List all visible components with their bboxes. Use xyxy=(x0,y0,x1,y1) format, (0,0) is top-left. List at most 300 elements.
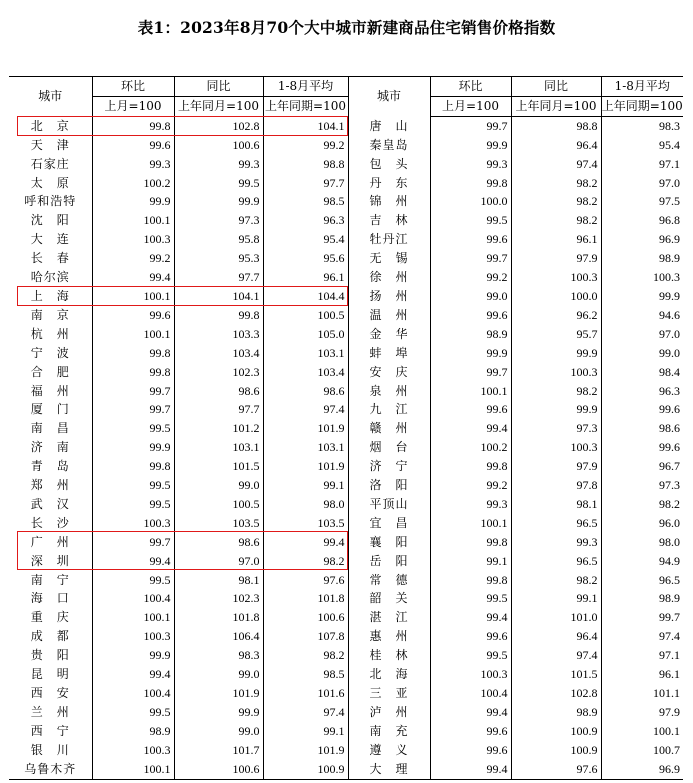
yoy-cell: 103.3 xyxy=(174,325,263,344)
yoy-cell: 97.8 xyxy=(511,476,601,495)
avg-cell: 98.9 xyxy=(659,591,680,606)
table-row xyxy=(9,665,683,684)
avg-cell: 101.1 xyxy=(653,686,680,700)
mom-cell: 99.1 xyxy=(430,552,511,571)
table-row xyxy=(9,211,683,230)
yoy-cell: 95.7 xyxy=(511,325,601,344)
yoy-cell: 101.2 xyxy=(174,419,263,438)
city-cell: 常 德 xyxy=(348,571,430,590)
city-cell: 长 沙 xyxy=(9,514,92,533)
mom-cell: 99.8 xyxy=(430,533,511,552)
avg-cell: 98.6 xyxy=(263,382,348,401)
table-row xyxy=(9,760,683,779)
avg-cell: 103.4 xyxy=(263,363,348,382)
yoy-cell: 98.2 xyxy=(511,382,601,401)
avg-cell: 97.1 xyxy=(659,648,680,663)
mom-cell: 100.0 xyxy=(430,192,511,211)
avg-cell: 101.9 xyxy=(263,457,348,476)
city-cell: 合 肥 xyxy=(9,363,92,382)
avg-cell: 103.1 xyxy=(263,438,348,457)
city-cell: 贵 阳 xyxy=(9,646,92,665)
mom-cell: 99.5 xyxy=(430,589,511,608)
city-cell: 重 庆 xyxy=(9,608,92,627)
city-cell: 襄 阳 xyxy=(348,533,430,552)
avg-cell: 99.0 xyxy=(659,345,680,360)
mom-cell: 99.4 xyxy=(430,419,511,438)
avg-cell: 99.9 xyxy=(659,288,680,303)
yoy-cell: 97.3 xyxy=(511,419,601,438)
yoy-base-left: 上年同月=100 xyxy=(174,96,263,116)
avg-cell: 96.3 xyxy=(659,383,680,398)
city-cell: 郑 州 xyxy=(9,476,92,495)
mom-cell: 99.5 xyxy=(430,211,511,230)
mom-cell: 99.2 xyxy=(430,268,511,287)
mom-cell: 100.2 xyxy=(92,174,174,193)
table-row xyxy=(9,703,683,722)
yoy-cell: 98.3 xyxy=(174,646,263,665)
city-cell: 沈 阳 xyxy=(9,211,92,230)
yoy-cell: 99.9 xyxy=(511,400,601,419)
table-row xyxy=(9,495,683,514)
mom-header-left: 环比 xyxy=(92,77,174,97)
yoy-cell: 103.4 xyxy=(174,344,263,363)
mom-cell: 100.1 xyxy=(92,608,174,627)
yoy-cell: 98.8 xyxy=(511,116,601,135)
city-cell: 西 宁 xyxy=(9,722,92,741)
mom-cell: 100.3 xyxy=(92,627,174,646)
avg-cell: 98.2 xyxy=(263,646,348,665)
city-cell: 秦皇岛 xyxy=(348,136,430,155)
table-row xyxy=(9,589,683,608)
mom-base-left: 上月=100 xyxy=(92,96,174,116)
avg-cell: 98.3 xyxy=(659,118,680,133)
city-cell: 广 州 xyxy=(9,533,92,552)
avg-cell: 101.9 xyxy=(263,741,348,760)
mom-cell: 100.3 xyxy=(92,230,174,249)
mom-cell: 98.9 xyxy=(430,325,511,344)
table-row xyxy=(9,722,683,741)
yoy-cell: 95.3 xyxy=(174,249,263,268)
city-cell: 青 岛 xyxy=(9,457,92,476)
mom-cell: 100.1 xyxy=(92,325,174,344)
yoy-base-right: 上年同月=100 xyxy=(511,96,601,116)
yoy-cell: 99.5 xyxy=(174,174,263,193)
avg-header-left: 1-8月平均 xyxy=(263,77,348,97)
city-cell: 牡丹江 xyxy=(348,230,430,249)
table-row xyxy=(9,438,683,457)
yoy-cell: 99.3 xyxy=(174,155,263,174)
mom-cell: 99.8 xyxy=(92,457,174,476)
mom-cell: 100.1 xyxy=(92,760,174,779)
table-row xyxy=(9,155,683,174)
mom-cell: 100.3 xyxy=(92,514,174,533)
table-row xyxy=(9,116,683,135)
yoy-cell: 96.2 xyxy=(511,306,601,325)
avg-cell: 96.5 xyxy=(659,572,680,587)
avg-cell: 96.9 xyxy=(659,232,680,247)
mom-cell: 99.6 xyxy=(430,722,511,741)
yoy-cell: 98.1 xyxy=(174,571,263,590)
avg-cell: 101.9 xyxy=(263,419,348,438)
table-row xyxy=(9,249,683,268)
yoy-cell: 101.7 xyxy=(174,741,263,760)
mom-cell: 99.7 xyxy=(92,533,174,552)
avg-cell: 97.0 xyxy=(659,326,680,341)
mom-cell: 99.8 xyxy=(430,174,511,193)
yoy-cell: 99.3 xyxy=(511,533,601,552)
yoy-cell: 100.3 xyxy=(511,438,601,457)
avg-cell: 104.4 xyxy=(263,287,348,306)
city-cell: 南 京 xyxy=(9,306,92,325)
mom-cell: 100.4 xyxy=(92,684,174,703)
table-row xyxy=(9,476,683,495)
yoy-cell: 97.0 xyxy=(174,552,263,571)
yoy-cell: 99.9 xyxy=(174,192,263,211)
table-row xyxy=(9,174,683,193)
mom-cell: 99.4 xyxy=(92,665,174,684)
page-title: 表1：2023年8月70个大中城市新建商品住宅销售价格指数 xyxy=(137,18,556,37)
mom-cell: 100.1 xyxy=(430,382,511,401)
avg-cell: 100.1 xyxy=(653,723,680,738)
avg-cell: 100.9 xyxy=(263,760,348,779)
city-cell: 大 连 xyxy=(9,230,92,249)
table-body xyxy=(9,116,683,779)
mom-cell: 100.4 xyxy=(430,684,511,703)
yoy-cell: 98.2 xyxy=(511,174,601,193)
avg-cell: 97.0 xyxy=(659,175,680,190)
yoy-cell: 97.6 xyxy=(511,760,601,779)
yoy-cell: 96.4 xyxy=(511,627,601,646)
avg-cell: 98.8 xyxy=(263,155,348,174)
header-row-2 xyxy=(9,96,683,116)
city-cell: 九 江 xyxy=(348,400,430,419)
avg-cell: 97.3 xyxy=(659,478,680,493)
mom-cell: 99.6 xyxy=(92,136,174,155)
mom-cell: 99.9 xyxy=(430,136,511,155)
yoy-header-left: 同比 xyxy=(174,77,263,97)
avg-cell: 97.9 xyxy=(659,704,680,719)
avg-cell: 98.0 xyxy=(263,495,348,514)
avg-cell: 96.8 xyxy=(659,213,680,228)
table-row xyxy=(9,268,683,287)
city-cell: 长 春 xyxy=(9,249,92,268)
table-row xyxy=(9,646,683,665)
yoy-cell: 97.9 xyxy=(511,249,601,268)
yoy-cell: 98.6 xyxy=(174,533,263,552)
mom-cell: 99.2 xyxy=(92,249,174,268)
yoy-cell: 99.9 xyxy=(511,344,601,363)
city-cell: 昆 明 xyxy=(9,665,92,684)
mom-cell: 99.4 xyxy=(430,703,511,722)
table-row xyxy=(9,571,683,590)
avg-cell: 99.2 xyxy=(263,136,348,155)
table-row xyxy=(9,230,683,249)
city-cell: 徐 州 xyxy=(348,268,430,287)
city-cell: 温 州 xyxy=(348,306,430,325)
yoy-cell: 99.9 xyxy=(174,703,263,722)
table-row xyxy=(9,552,683,571)
mom-cell: 99.6 xyxy=(430,230,511,249)
avg-cell: 99.6 xyxy=(659,402,680,417)
yoy-cell: 98.6 xyxy=(174,382,263,401)
city-cell: 太 原 xyxy=(9,174,92,193)
yoy-cell: 97.7 xyxy=(174,268,263,287)
avg-cell: 100.5 xyxy=(263,306,348,325)
yoy-cell: 98.9 xyxy=(511,703,601,722)
yoy-header-right: 同比 xyxy=(511,77,601,97)
avg-cell: 98.5 xyxy=(263,192,348,211)
mom-cell: 99.6 xyxy=(430,400,511,419)
city-cell: 惠 州 xyxy=(348,627,430,646)
yoy-cell: 96.5 xyxy=(511,552,601,571)
table-row xyxy=(9,514,683,533)
city-cell: 唐 山 xyxy=(348,116,430,135)
yoy-cell: 104.1 xyxy=(174,287,263,306)
avg-cell: 99.7 xyxy=(659,610,680,625)
table-row xyxy=(9,192,683,211)
city-cell: 锦 州 xyxy=(348,192,430,211)
yoy-cell: 101.8 xyxy=(174,608,263,627)
avg-cell: 98.2 xyxy=(263,552,348,571)
yoy-cell: 101.5 xyxy=(174,457,263,476)
yoy-cell: 98.2 xyxy=(511,211,601,230)
city-cell: 蚌 埠 xyxy=(348,344,430,363)
avg-cell: 98.6 xyxy=(659,421,680,436)
mom-cell: 99.3 xyxy=(430,495,511,514)
avg-cell: 96.1 xyxy=(263,268,348,287)
table-row xyxy=(9,344,683,363)
city-cell: 南 昌 xyxy=(9,419,92,438)
city-cell: 石家庄 xyxy=(9,155,92,174)
mom-cell: 99.5 xyxy=(430,646,511,665)
yoy-cell: 100.6 xyxy=(174,136,263,155)
table-row xyxy=(9,684,683,703)
yoy-cell: 97.4 xyxy=(511,155,601,174)
city-cell: 兰 州 xyxy=(9,703,92,722)
mom-cell: 99.3 xyxy=(430,155,511,174)
mom-cell: 99.7 xyxy=(430,116,511,135)
avg-cell: 97.6 xyxy=(263,571,348,590)
mom-cell: 99.5 xyxy=(92,419,174,438)
mom-cell: 99.7 xyxy=(92,400,174,419)
avg-cell: 99.1 xyxy=(263,722,348,741)
city-cell: 岳 阳 xyxy=(348,552,430,571)
yoy-cell: 101.5 xyxy=(511,665,601,684)
city-cell: 西 安 xyxy=(9,684,92,703)
mom-cell: 99.6 xyxy=(430,627,511,646)
city-cell: 成 都 xyxy=(9,627,92,646)
avg-cell: 101.6 xyxy=(263,684,348,703)
yoy-cell: 100.9 xyxy=(511,722,601,741)
yoy-cell: 97.7 xyxy=(174,400,263,419)
city-cell: 大 理 xyxy=(348,760,430,779)
avg-cell: 97.1 xyxy=(659,156,680,171)
avg-base-left: 上年同期=100 xyxy=(263,96,348,116)
city-cell: 包 头 xyxy=(348,155,430,174)
mom-cell: 99.5 xyxy=(92,495,174,514)
mom-cell: 99.8 xyxy=(92,116,174,135)
city-cell: 韶 关 xyxy=(348,589,430,608)
yoy-cell: 100.3 xyxy=(511,363,601,382)
yoy-cell: 103.1 xyxy=(174,438,263,457)
mom-cell: 100.3 xyxy=(92,741,174,760)
city-cell: 三 亚 xyxy=(348,684,430,703)
city-cell: 济 宁 xyxy=(348,457,430,476)
avg-cell: 94.9 xyxy=(659,553,680,568)
mom-cell: 99.7 xyxy=(92,382,174,401)
avg-cell: 97.5 xyxy=(659,194,680,209)
city-cell: 洛 阳 xyxy=(348,476,430,495)
mom-cell: 99.9 xyxy=(430,344,511,363)
yoy-cell: 97.3 xyxy=(174,211,263,230)
yoy-cell: 99.1 xyxy=(511,589,601,608)
mom-cell: 99.5 xyxy=(92,703,174,722)
city-cell: 海 口 xyxy=(9,589,92,608)
city-cell: 金 华 xyxy=(348,325,430,344)
city-cell: 桂 林 xyxy=(348,646,430,665)
mom-cell: 99.9 xyxy=(92,192,174,211)
mom-cell: 99.9 xyxy=(92,646,174,665)
mom-cell: 99.7 xyxy=(430,363,511,382)
city-cell: 无 锡 xyxy=(348,249,430,268)
yoy-cell: 97.9 xyxy=(511,457,601,476)
city-cell: 呼和浩特 xyxy=(9,192,92,211)
city-cell: 烟 台 xyxy=(348,438,430,457)
yoy-cell: 101.0 xyxy=(511,608,601,627)
yoy-cell: 99.8 xyxy=(174,306,263,325)
mom-cell: 99.6 xyxy=(92,306,174,325)
avg-cell: 95.4 xyxy=(263,230,348,249)
city-cell: 深 圳 xyxy=(9,552,92,571)
city-cell: 南 宁 xyxy=(9,571,92,590)
avg-cell: 101.8 xyxy=(263,589,348,608)
avg-cell: 96.9 xyxy=(601,760,683,779)
city-cell: 乌鲁木齐 xyxy=(9,760,92,779)
city-cell: 丹 东 xyxy=(348,174,430,193)
yoy-cell: 98.2 xyxy=(511,192,601,211)
city-cell: 扬 州 xyxy=(348,287,430,306)
avg-cell: 100.7 xyxy=(653,742,680,757)
yoy-cell: 99.0 xyxy=(174,476,263,495)
table-row xyxy=(9,627,683,646)
table-row xyxy=(9,382,683,401)
mom-cell: 99.8 xyxy=(92,344,174,363)
avg-cell: 96.3 xyxy=(263,211,348,230)
table-row xyxy=(9,306,683,325)
price-index-table xyxy=(9,76,683,780)
mom-cell: 99.4 xyxy=(92,552,174,571)
mom-cell: 99.9 xyxy=(92,438,174,457)
avg-cell: 95.4 xyxy=(659,137,680,152)
avg-cell: 95.6 xyxy=(263,249,348,268)
avg-cell: 97.4 xyxy=(263,703,348,722)
table-row xyxy=(9,136,683,155)
city-cell: 厦 门 xyxy=(9,400,92,419)
avg-cell: 97.7 xyxy=(263,174,348,193)
avg-cell: 99.6 xyxy=(659,440,680,455)
city-cell: 银 川 xyxy=(9,741,92,760)
city-cell: 宜 昌 xyxy=(348,514,430,533)
mom-cell: 99.3 xyxy=(92,155,174,174)
yoy-cell: 100.5 xyxy=(174,495,263,514)
city-cell: 上 海 xyxy=(9,287,92,306)
city-cell: 湛 江 xyxy=(348,608,430,627)
avg-cell: 100.3 xyxy=(653,270,680,285)
table-row xyxy=(9,325,683,344)
yoy-cell: 102.8 xyxy=(511,684,601,703)
table-row xyxy=(9,608,683,627)
yoy-cell: 100.6 xyxy=(174,760,263,779)
avg-cell: 107.8 xyxy=(263,627,348,646)
city-cell: 平顶山 xyxy=(348,495,430,514)
yoy-cell: 103.5 xyxy=(174,514,263,533)
avg-base-right: 上年同期=100 xyxy=(601,96,683,116)
yoy-cell: 100.0 xyxy=(511,287,601,306)
table-row xyxy=(9,363,683,382)
city-cell: 南 充 xyxy=(348,722,430,741)
avg-cell: 103.1 xyxy=(263,344,348,363)
mom-cell: 99.8 xyxy=(92,363,174,382)
mom-cell: 100.1 xyxy=(92,287,174,306)
city-cell: 宁 波 xyxy=(9,344,92,363)
header-row-1 xyxy=(9,77,683,97)
mom-cell: 99.0 xyxy=(430,287,511,306)
avg-cell: 94.6 xyxy=(659,307,680,322)
city-cell: 福 州 xyxy=(9,382,92,401)
table-row xyxy=(9,400,683,419)
yoy-cell: 101.9 xyxy=(174,684,263,703)
yoy-cell: 100.9 xyxy=(511,741,601,760)
yoy-cell: 96.1 xyxy=(511,230,601,249)
mom-cell: 99.7 xyxy=(430,249,511,268)
avg-cell: 96.7 xyxy=(659,459,680,474)
mom-cell: 99.5 xyxy=(92,571,174,590)
mom-base-right: 上月=100 xyxy=(430,96,511,116)
city-cell: 吉 林 xyxy=(348,211,430,230)
city-cell: 安 庆 xyxy=(348,363,430,382)
avg-cell: 98.9 xyxy=(659,251,680,266)
yoy-cell: 102.8 xyxy=(174,116,263,135)
yoy-cell: 97.4 xyxy=(511,646,601,665)
city-cell: 杭 州 xyxy=(9,325,92,344)
avg-cell: 97.4 xyxy=(263,400,348,419)
mom-header-right: 环比 xyxy=(430,77,511,97)
avg-cell: 104.1 xyxy=(263,116,348,135)
table-row xyxy=(9,419,683,438)
city-cell: 遵 义 xyxy=(348,741,430,760)
city-cell: 哈尔滨 xyxy=(9,268,92,287)
table-row xyxy=(9,457,683,476)
mom-cell: 99.4 xyxy=(430,760,511,779)
yoy-cell: 100.3 xyxy=(511,268,601,287)
city-cell: 泸 州 xyxy=(348,703,430,722)
table-row xyxy=(9,287,683,306)
mom-cell: 99.4 xyxy=(430,608,511,627)
table-row xyxy=(9,533,683,552)
table-row xyxy=(9,741,683,760)
mom-cell: 99.2 xyxy=(430,476,511,495)
city-cell: 泉 州 xyxy=(348,382,430,401)
avg-cell: 99.1 xyxy=(263,476,348,495)
mom-cell: 100.2 xyxy=(430,438,511,457)
yoy-cell: 96.5 xyxy=(511,514,601,533)
mom-cell: 98.9 xyxy=(92,722,174,741)
yoy-cell: 99.0 xyxy=(174,722,263,741)
mom-cell: 99.6 xyxy=(430,741,511,760)
mom-cell: 99.5 xyxy=(92,476,174,495)
avg-cell: 98.4 xyxy=(659,364,680,379)
yoy-cell: 95.8 xyxy=(174,230,263,249)
